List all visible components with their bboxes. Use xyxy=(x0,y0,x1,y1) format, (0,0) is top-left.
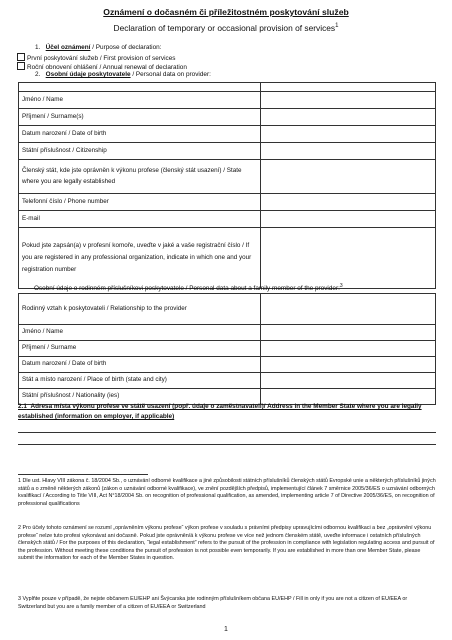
section-2-heading: 2. Osobní údaje poskytovatele / Personal data on provider: xyxy=(35,71,211,78)
table-row: Jméno / Name xyxy=(19,325,436,341)
page-number: 1 xyxy=(224,626,228,633)
table-row: Datum narození / Date of birth xyxy=(19,126,436,143)
provider-birthdate-field[interactable] xyxy=(261,126,436,143)
footnote-2: 2 Pro účely tohoto oznámení se rozumí „oprávněním výkonu profese“ výkon profese v souladu s právními předpisy upravujícími odbornou kvalifikaci a bez „oprávnění výkonu profese“ nelze tuto profesi vykonávat ani dočasně. Pokud jste oprávněn/á k výkonu profese ve více než jednom členském státě, uveďte informace i ostatních příslušných členských států / For the purposes of this declaration, “legal establishment” refers to the pursuit of the profession in compliance with legislation regulating access and pursuit of the profession. Without meeting these conditions the pursuit of profession is not possible even temporarily. If you are established in more than one Member State, please submit the information for each of the Member States in question. xyxy=(18,525,435,562)
table-row: Státní příslušnost / Citizenship xyxy=(19,143,436,160)
checkbox-first-provision[interactable] xyxy=(17,53,25,61)
option-first-provision[interactable]: První poskytování služeb / First provision of services xyxy=(17,53,175,62)
provider-phone-field[interactable] xyxy=(261,194,436,211)
checkbox-annual-renewal[interactable] xyxy=(17,62,25,70)
family-relationship-field[interactable] xyxy=(261,294,436,325)
provider-data-table xyxy=(18,82,436,289)
family-surname-field[interactable] xyxy=(261,341,436,357)
page-title: Oznámení o dočasném či příležitostném poskytování služeb xyxy=(103,7,349,17)
table-row: Příjmení / Surname(s) xyxy=(19,109,436,126)
address-line[interactable] xyxy=(18,432,436,433)
family-birthplace-field[interactable] xyxy=(261,373,436,389)
table-row: Datum narození / Date of birth xyxy=(19,357,436,373)
footnote-1: 1 Dle ust. Hlavy VIII zákona č. 18/2004 Sb., o uznávání odborné kvalifikace a jiné způsobilosti státních příslušníků členských států Evropské unie a některých příslušníků jiných států a o změně některých zákonů (zákon o uznávání odborné kvalifikace), ve znění pozdějších předpisů, implementující článek 7 směrnice 2005/36/ES o uznávání odborných kvalifikací / According to Title VIII, Act N°18/2004 Sb. on recognition of professional qualification, as amended, implementing article 7 of Directive 2005/36/ES, on recognition of professional qualifications xyxy=(18,478,436,507)
table-row: Telefonní číslo / Phone number xyxy=(19,194,436,211)
table-row: E-mail xyxy=(19,211,436,228)
provider-email-field[interactable] xyxy=(261,211,436,228)
family-name-field[interactable] xyxy=(261,325,436,341)
provider-name-field[interactable] xyxy=(261,92,436,109)
page-subtitle: Declaration of temporary or occasional provision of services$^1$ xyxy=(113,23,339,33)
family-member-heading: Osobní údaje o rodinném příslušníkovi poskytovatele / Personal data about a family member of the provider:$^3$ xyxy=(34,283,343,293)
table-row: Příjmení / Surname xyxy=(19,341,436,357)
family-birthdate-field[interactable] xyxy=(261,357,436,373)
table-header-spacer xyxy=(19,83,436,92)
table-row: Členský stát, kde jste oprávněn k výkonu profese (členský stát usazení) / State where you are legally established xyxy=(19,160,436,194)
provider-citizenship-field[interactable] xyxy=(261,143,436,160)
provider-establishment-state-field[interactable] xyxy=(261,160,436,194)
table-row: Stát a místo narození / Place of birth (state and city) xyxy=(19,373,436,389)
family-member-table xyxy=(18,293,436,405)
provider-surname-field[interactable] xyxy=(261,109,436,126)
provider-registration-field[interactable] xyxy=(261,228,436,289)
table-row: Pokud jste zapsán(a) v profesní komoře, uveďte v jaké a vaše registrační číslo / If you are registered in any professional organization, indicate in which one and your registration number xyxy=(19,228,436,289)
footnote-3: 3 Vyplňte pouze v případě, že nejste občanem EU/EHP ani Švýcarska jste rodinným příslušníkem občana EU/EHP / Fill in only if you are not a citizen of EU/EEA or Switzerland but you are a family member of a citizen of EU/EEA or Switzerland xyxy=(18,596,408,610)
section-2-1-heading: 2.1 Adresa místa výkonu profese ve státě usazení (popř. údaje o zaměstnavateli)/ Address in the Member State where you are legally established (information on employer, if applicable) xyxy=(18,403,422,420)
footnote-separator xyxy=(18,474,148,475)
table-row: Jméno / Name xyxy=(19,92,436,109)
section-1-heading: 1. Účel oznámení / Purpose of declaration: xyxy=(35,44,162,51)
address-line[interactable] xyxy=(18,444,436,445)
option-annual-renewal[interactable]: Roční obnovení ohlášení / Annual renewal of declaration xyxy=(17,62,187,71)
table-row: Rodinný vztah k poskytovateli / Relationship to the provider xyxy=(19,294,436,325)
table-row: Státní příslušnost / Nationality (ies) xyxy=(19,389,436,405)
